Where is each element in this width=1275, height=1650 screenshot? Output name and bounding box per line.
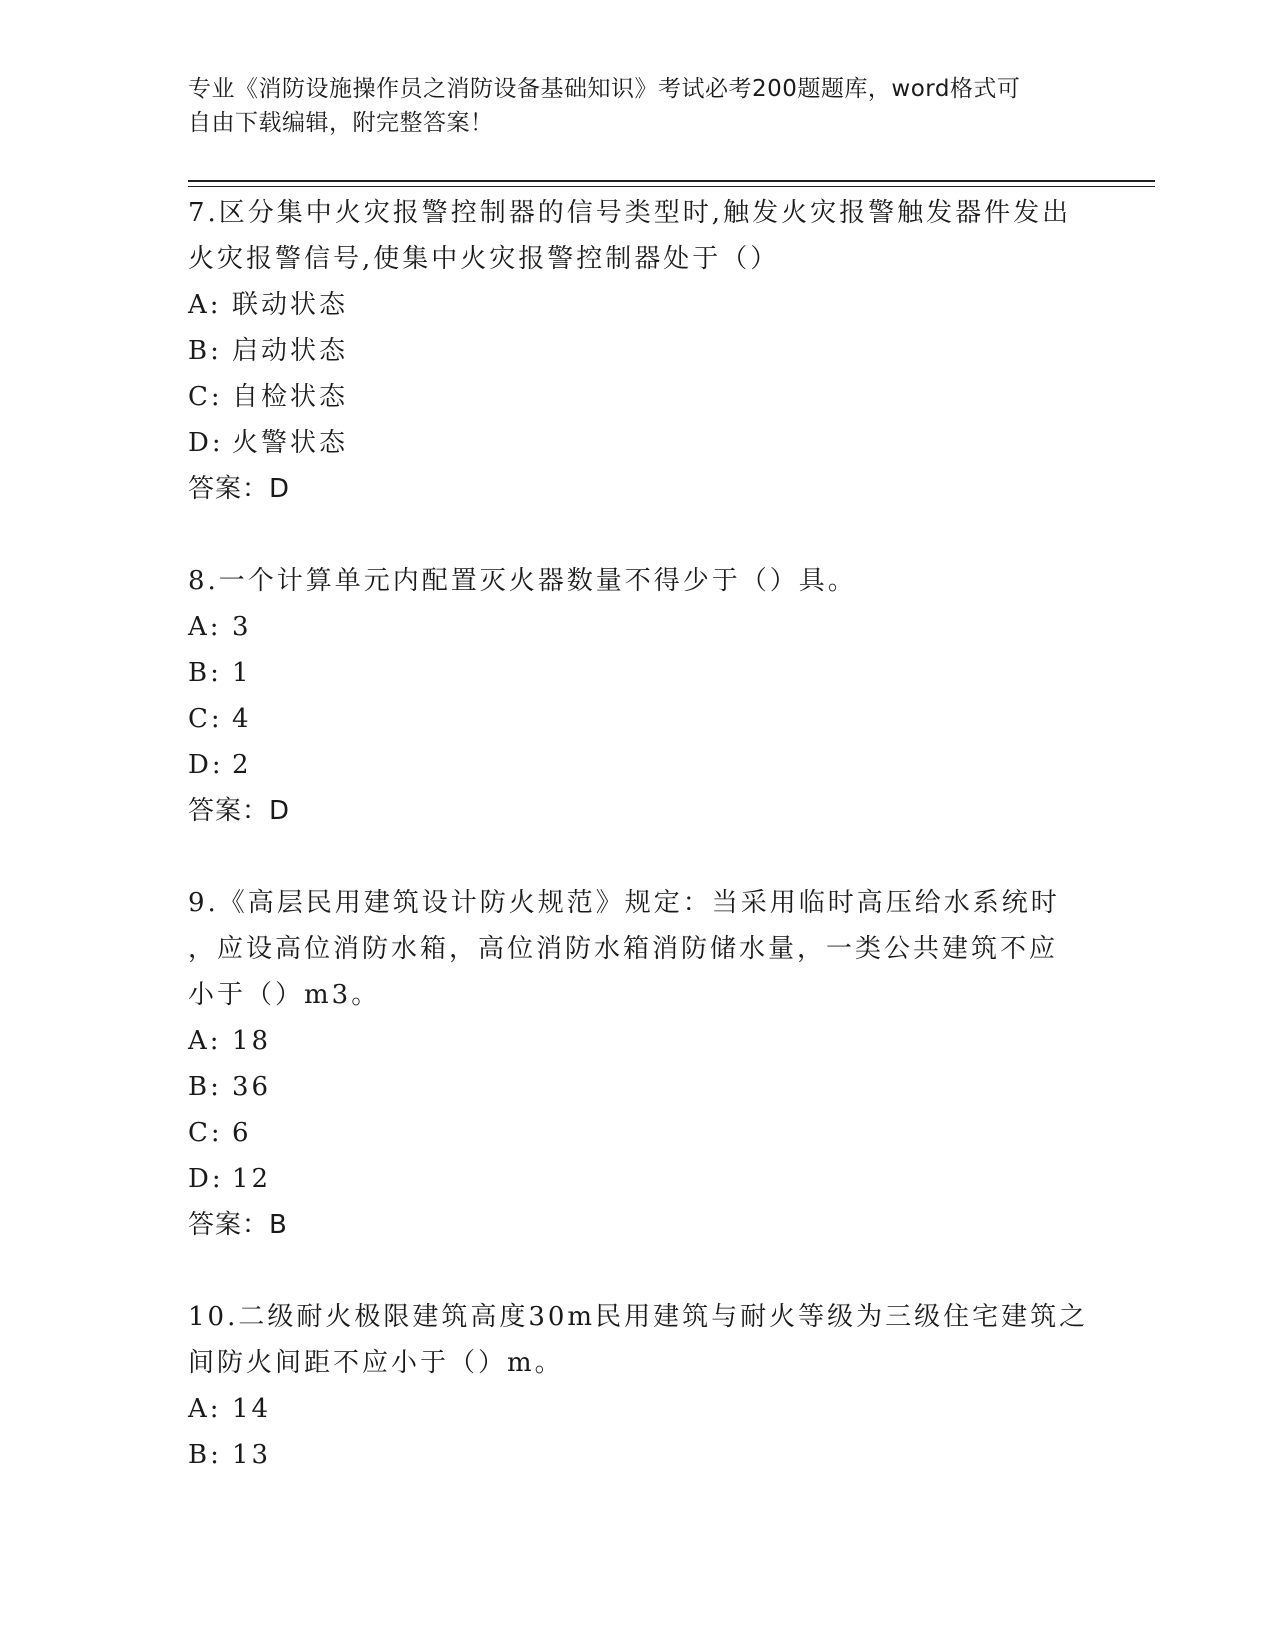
document-header	[188, 72, 1088, 140]
option-text: 14	[232, 1394, 272, 1424]
question-text-line: 小于（）m3。	[188, 980, 381, 1010]
header-rule-thin	[188, 186, 1155, 187]
option-key: A:	[188, 1394, 222, 1424]
option-key: D:	[188, 428, 224, 458]
option-key: C:	[188, 382, 223, 412]
option-d	[188, 1156, 1088, 1202]
option-key: B:	[188, 1440, 222, 1470]
option-key: B:	[188, 336, 222, 366]
option-text: 3	[232, 612, 252, 642]
question-9	[188, 880, 1088, 1248]
answer-line: 答案：D	[188, 796, 291, 826]
option-key: A:	[188, 612, 222, 642]
option-key: C:	[188, 704, 223, 734]
option-a	[188, 1386, 1088, 1432]
option-c	[188, 696, 1088, 742]
option-key: D:	[188, 750, 224, 780]
question-list	[188, 190, 1088, 1478]
answer-line: 答案：D	[188, 474, 291, 504]
question-8	[188, 558, 1088, 834]
option-b	[188, 650, 1088, 696]
option-c	[188, 1110, 1088, 1156]
question-text-line: 间防火间距不应小于（）m。	[188, 1348, 564, 1378]
option-b	[188, 1432, 1088, 1478]
option-key: B:	[188, 658, 222, 688]
option-a	[188, 1018, 1088, 1064]
question-text	[188, 1294, 1088, 1386]
option-key: A:	[188, 1026, 222, 1056]
option-text: 12	[232, 1164, 272, 1194]
option-text: 1	[232, 658, 252, 688]
option-d	[188, 420, 1088, 466]
question-text-line: 8.一个计算单元内配置灭火器数量不得少于（）具。	[188, 566, 857, 596]
question-text-line: 火灾报警信号,使集中火灾报警控制器处于（）	[188, 244, 780, 274]
option-key: D:	[188, 1164, 224, 1194]
question-text-line: 7.区分集中火灾报警控制器的信号类型时,触发火灾报警触发器件发出	[188, 198, 1072, 228]
question-text	[188, 880, 1088, 1018]
option-text: 36	[232, 1072, 272, 1102]
option-b	[188, 328, 1088, 374]
question-text	[188, 558, 1088, 604]
header-line-2: 自由下载编辑，附完整答案！	[188, 110, 494, 136]
question-text	[188, 190, 1088, 282]
question-10	[188, 1294, 1088, 1478]
question-text-line: ，应设高位消防水箱，高位消防水箱消防储水量，一类公共建筑不应	[188, 934, 1059, 964]
option-text: 4	[232, 704, 252, 734]
option-text: 6	[232, 1118, 252, 1148]
option-text: 启动状态	[232, 336, 349, 366]
question-7	[188, 190, 1088, 512]
option-text: 联动状态	[232, 290, 349, 320]
option-text: 自检状态	[232, 382, 349, 412]
option-key: C:	[188, 1118, 223, 1148]
option-text: 13	[232, 1440, 272, 1470]
option-text: 火警状态	[232, 428, 349, 458]
option-a	[188, 604, 1088, 650]
option-text: 2	[232, 750, 252, 780]
option-text: 18	[232, 1026, 272, 1056]
option-a	[188, 282, 1088, 328]
header-rule-thick	[188, 180, 1155, 182]
option-d	[188, 742, 1088, 788]
option-key: B:	[188, 1072, 222, 1102]
answer-line: 答案：B	[188, 1210, 288, 1240]
header-line-1: 专业《消防设施操作员之消防设备基础知识》考试必考200题题库，word格式可	[188, 76, 1021, 102]
question-text-line: 10.二级耐火极限建筑高度30m民用建筑与耐火等级为三级住宅建筑之	[188, 1302, 1089, 1332]
option-b	[188, 1064, 1088, 1110]
question-spacer	[188, 1248, 1088, 1294]
question-spacer	[188, 512, 1088, 558]
question-spacer	[188, 834, 1088, 880]
option-c	[188, 374, 1088, 420]
option-key: A:	[188, 290, 222, 320]
question-text-line: 9.《高层民用建筑设计防火规范》规定：当采用临时高压给水系统时	[188, 888, 1060, 918]
